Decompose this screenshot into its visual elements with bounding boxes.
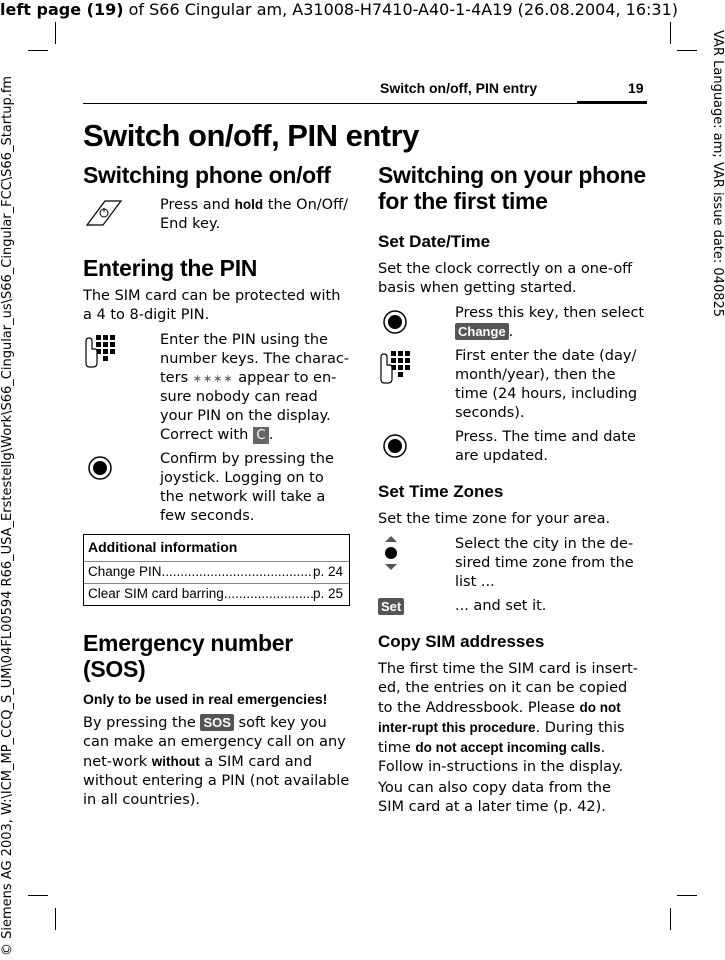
date-intro: Set the clock correctly on a one-off basis when getting started.: [378, 261, 633, 296]
sos-softkey: SOS: [200, 714, 233, 731]
crop-mark: [670, 908, 671, 930]
crop-mark: [28, 895, 48, 896]
crop-mark: [677, 895, 697, 896]
set-softkey: Set: [378, 598, 404, 615]
section-title-on-off: Switching phone on/off: [83, 162, 331, 188]
date-step-enter: First enter the date (day/ month/year), then the time (24 hours, including seconds).: [455, 348, 638, 421]
additional-info-box: [83, 534, 350, 606]
header-rule: [83, 103, 647, 104]
copy-sim-text: The first time the SIM card is insert-ed, the entries on it can be copied to the Addressbook. Please do not inter-rupt this procedure. During this time do not accept incoming calls. Follow in-structions in the display.: [378, 661, 639, 775]
crop-mark: [55, 908, 56, 930]
change-softkey: Change: [455, 323, 509, 340]
sos-text: By pressing the SOS soft key you can make an emergency call on any net-work without a SIM card and without entering a PIN (not available in all countries).: [83, 715, 350, 808]
end-key-icon: [85, 198, 123, 228]
subsection-time-zones: Set Time Zones: [378, 482, 504, 501]
crop-mark: [55, 22, 56, 44]
side-left-note: © Siemens AG 2003, W:\ICM_MP_CCQ_S_UM\04FL00594 R66_USA_Erstestellg\Work\S66_Cingular_us\S66_Cingular_FCC\S66_Startup.fm: [0, 75, 15, 956]
date-step-confirm: Press. The time and date are updated.: [455, 429, 636, 464]
joystick-icon: [86, 454, 114, 482]
crop-mark: [670, 22, 671, 44]
section-title-pin: Entering the PIN: [83, 255, 258, 281]
page-title: Switch on/off, PIN entry: [83, 118, 419, 153]
sos-warning: Only to be used in real emergencies!: [83, 691, 328, 707]
tz-intro: Set the time zone for your area.: [378, 511, 611, 527]
pin-entry-instruction: Enter the PIN using the number keys. The charac-ters ∗∗∗∗ appear to en-sure nobody can read your PIN on the display. Correct with C .: [160, 332, 350, 443]
crop-mark: [677, 50, 697, 51]
navigate-updown-icon: [382, 535, 400, 571]
pin-confirm-instruction: Confirm by pressing the joystick. Logging on to the network will take a few seconds.: [160, 451, 334, 524]
keypad-icon: [84, 333, 118, 369]
info-box-title: Additional information: [88, 539, 238, 555]
page-number: 19: [628, 80, 644, 96]
keypad-icon: [379, 349, 413, 385]
running-header-title: Switch on/off, PIN entry: [380, 80, 538, 96]
section-title-sos: Emergency number (SOS): [83, 630, 293, 682]
crop-mark: [28, 50, 48, 51]
subsection-date-time: Set Date/Time: [378, 232, 491, 251]
tz-step-select: Select the city in the de-sired time zone from the list ...: [455, 536, 634, 590]
clear-key-icon: C: [253, 427, 269, 444]
date-step-change: Press this key, then select Change .: [455, 305, 645, 340]
side-right-note: VAR Language: am; VAR issue date: 040825: [710, 30, 725, 318]
info-link-change-pin[interactable]: Change PIN ..... p. 24: [88, 564, 343, 579]
subsection-copy-sim: Copy SIM addresses: [378, 632, 545, 651]
section-title-first-time: Switching on your phone for the first time: [378, 162, 646, 214]
on-off-instruction: Press and hold the On/Off/ End key.: [160, 197, 348, 232]
copy-sim-later: You can also copy data from the SIM card at a later time (p. 42).: [378, 780, 611, 815]
info-link-clear-sim[interactable]: Clear SIM card barring ..... p. 25: [88, 586, 343, 601]
joystick-icon: [381, 308, 409, 336]
pin-intro: The SIM card can be protected with a 4 to 8-digit PIN.: [83, 288, 341, 323]
joystick-icon: [381, 432, 409, 460]
tz-step-set: ... and set it.: [455, 598, 547, 614]
header-rule-thick: [577, 101, 647, 104]
print-header: left page (19) of S66 Cingular am, A31008-H7410-A40-1-4A19 (26.08.2004, 16:31): [0, 0, 679, 19]
